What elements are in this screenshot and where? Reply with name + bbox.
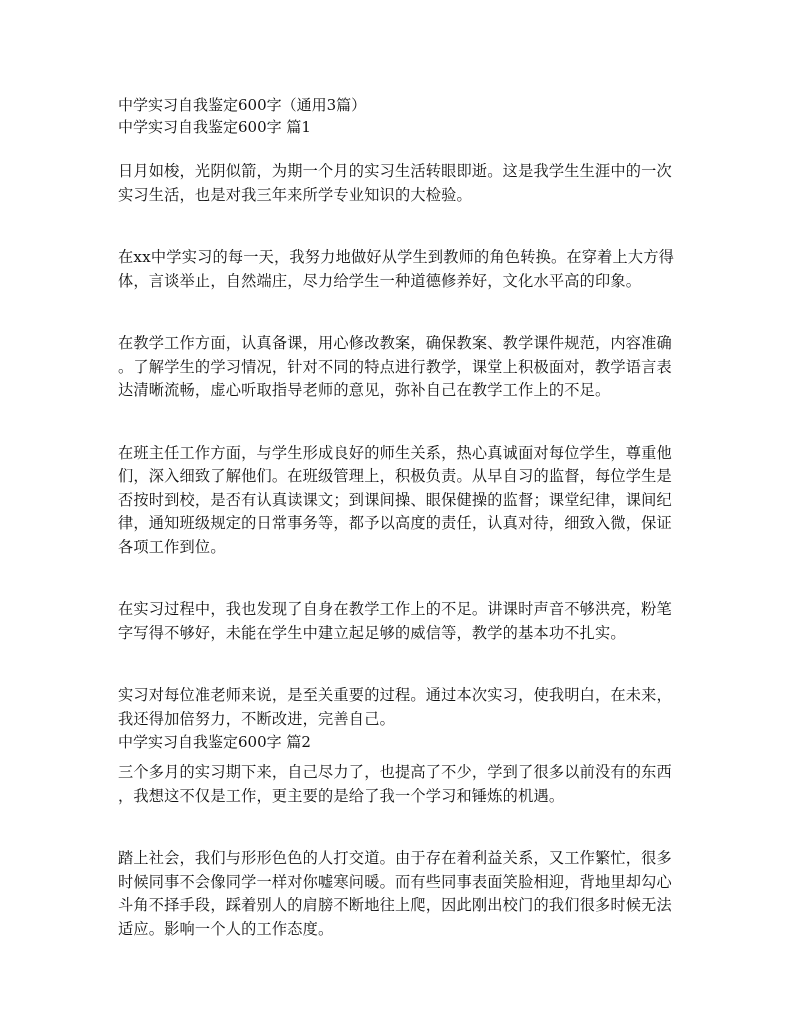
paragraph-2	[118, 246, 684, 293]
paragraph-8	[118, 847, 684, 941]
paragraph-line: 在教学工作方面，认真备课，用心修改教案，确保教案、教学课件规范，内容准确	[118, 334, 672, 352]
paragraph-4	[118, 442, 684, 560]
document-title: 中学实习自我鉴定600字（通用3篇）	[118, 96, 367, 114]
paragraph-line: 在班主任工作方面，与学生形成良好的师生关系，热心真诚面对每位学生，尊重他	[118, 443, 672, 462]
paragraph-line: 三个多月的实习期下来，自己尽力了，也提高了不少，学到了很多以前没有的东西	[118, 763, 672, 781]
section-heading-2: 中学实习自我鉴定600字 篇2	[118, 733, 311, 751]
paragraph-line: 实习对每位准老师来说，是至关重要的过程。通过本次实习，使我明白，在未来，	[118, 686, 672, 704]
paragraph-line: 实习生活，也是对我三年来所学专业知识的大检验。	[118, 185, 472, 204]
paragraph-line: 在实习过程中，我也发现了自身在教学工作上的不足。讲课时声音不够洪亮，粉笔	[118, 600, 672, 618]
paragraph-line: 踏上社会，我们与形形色色的人打交道。由于存在着利益关系，又工作繁忙，很多	[118, 849, 672, 867]
paragraph-3	[118, 332, 684, 403]
paragraph-line: 在xx中学实习的每一天，我努力地做好从学生到教师的角色转换。在穿着上大方得	[118, 248, 675, 266]
paragraph-line: 否按时到校，是否有认真读课文；到课间操、眼保健操的监督；课堂纪律，课间纪	[118, 490, 672, 509]
paragraph-line: 体，言谈举止，自然端庄，尽力给学生一种道德修养好，文化水平高的印象。	[118, 271, 642, 290]
paragraph-line: 适应。影响一个人的工作态度。	[118, 919, 334, 938]
document-page	[118, 94, 684, 941]
paragraph-6	[118, 684, 684, 731]
paragraph-line: 日月如梭，光阴似箭，为期一个月的实习生活转眼即逝。这是我学生生涯中的一次	[118, 162, 672, 180]
paragraph-7	[118, 761, 684, 808]
paragraph-line: 我还得加倍努力，不断改进，完善自己。	[118, 709, 395, 728]
paragraph-1	[118, 160, 684, 207]
paragraph-line: 。了解学生的学习情况，针对不同的特点进行教学，课堂上积极面对，教学语言表	[118, 357, 672, 376]
paragraph-line: 字写得不够好，未能在学生中建立起足够的威信等，教学的基本功不扎实。	[118, 623, 626, 642]
paragraph-line: 斗角不择手段，踩着别人的肩膀不断地往上爬，因此刚出校门的我们很多时候无法	[118, 896, 672, 914]
paragraph-line: 们，深入细致了解他们。在班级管理上，积极负责。从早自习的监督，每位学生是	[118, 467, 672, 485]
paragraph-line: 达清晰流畅，虚心听取指导老师的意见，弥补自己在教学工作上的不足。	[118, 381, 611, 399]
section-heading-1: 中学实习自我鉴定600字 篇1	[118, 118, 311, 136]
paragraph-line: 时候同事不会像同学一样对你嘘寒问暖。而有些同事表面笑脸相迎，背地里却勾心	[118, 872, 672, 891]
paragraph-5	[118, 598, 684, 645]
paragraph-line: 律，通知班级规定的日常事务等，都予以高度的责任，认真对待，细致入微，保证	[118, 514, 672, 532]
paragraph-line: 各项工作到位。	[118, 537, 226, 556]
paragraph-line: ，我想这不仅是工作，更主要的是给了我一个学习和锤炼的机遇。	[118, 786, 565, 805]
